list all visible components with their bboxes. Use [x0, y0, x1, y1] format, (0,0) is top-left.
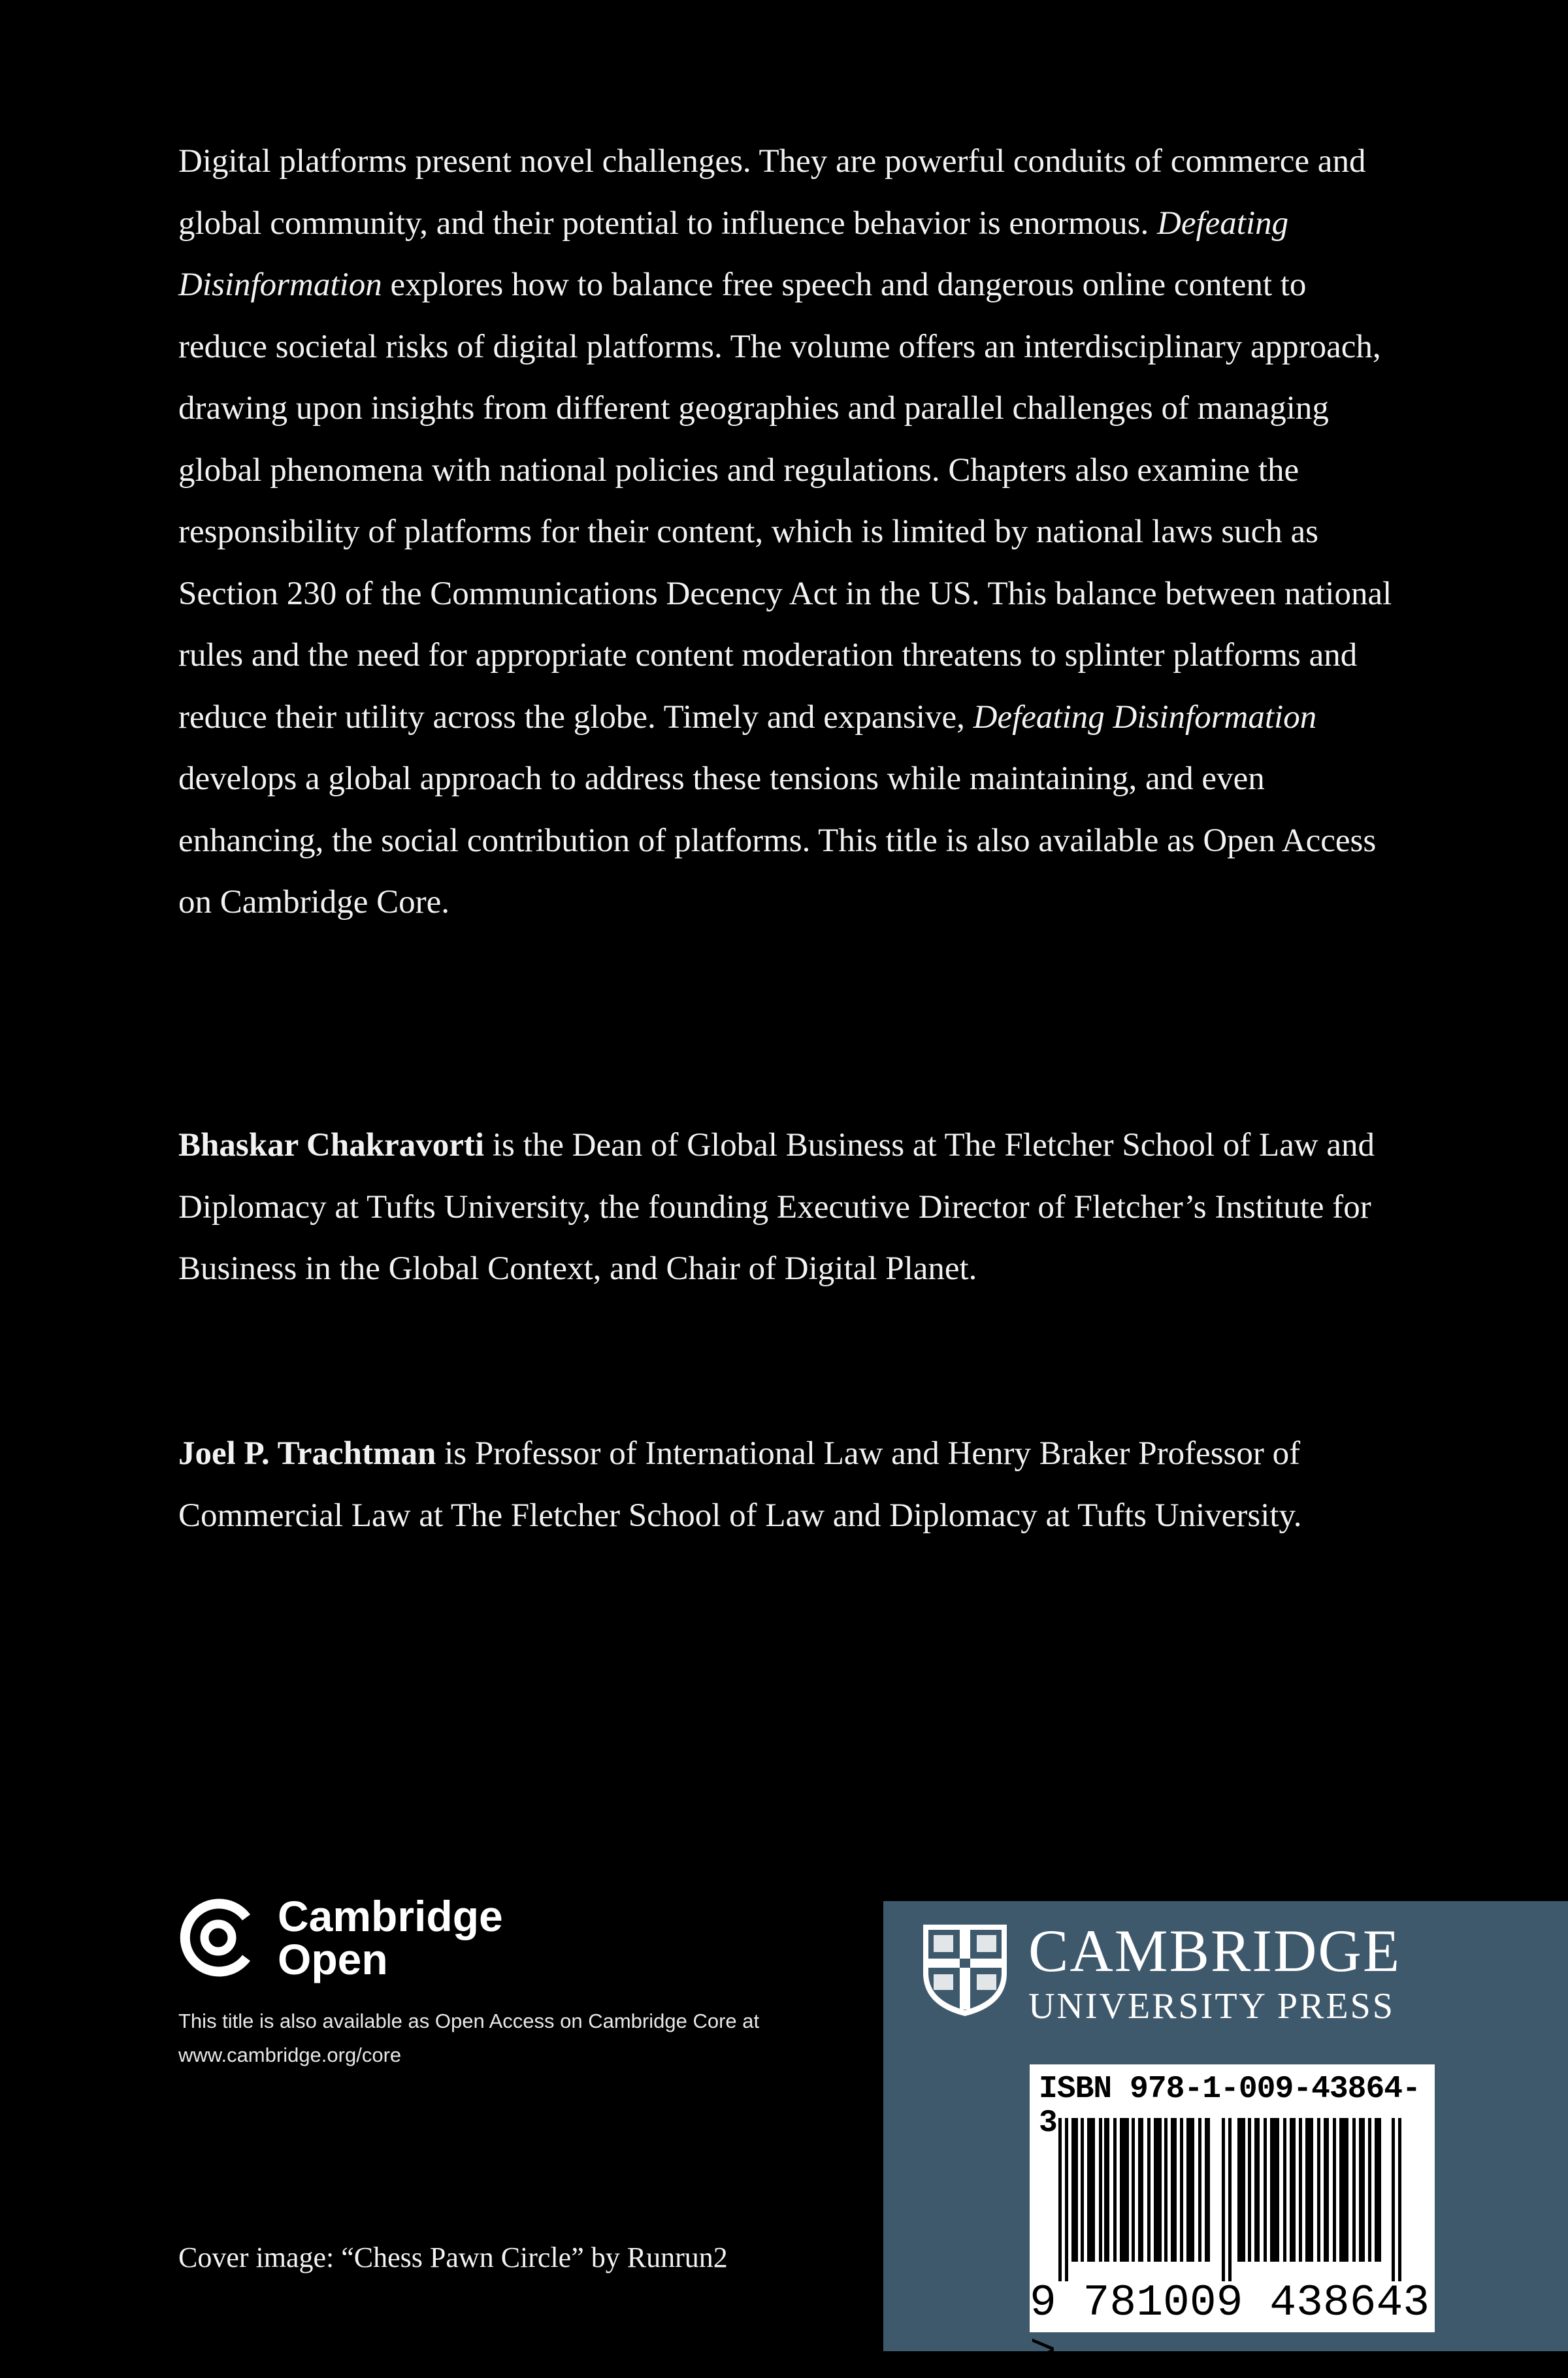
cambridge-open-line1: Cambridge [278, 1892, 503, 1940]
press-name-line1: CAMBRIDGE [1028, 1917, 1401, 1984]
book-blurb [178, 131, 1400, 934]
press-wordmark [1028, 1917, 1401, 2027]
university-crest-icon [919, 1921, 1011, 2019]
barcode-digits: 9 781009 438643 > [1030, 2278, 1430, 2378]
cambridge-open-logo [178, 1892, 503, 1983]
press-name-line2: UNIVERSITY PRESS [1028, 1986, 1395, 2027]
isbn-barcode [1030, 2064, 1435, 2378]
author-bio-text: is the Dean of Global Business at The Fletcher School of Law and Diplomacy at Tufts University, the founding Executive Director of Fletcher’s Institute for Business in the Global Context, and Chair of Digital Planet. [178, 1127, 1375, 1287]
cover-image-credit: Cover image: “Chess Pawn Circle” by Runrun2 [178, 2241, 728, 2273]
blurb-text-2: explores how to balance free speech and dangerous online content to reduce societal risks of digital platforms. The volume offers an interdisciplinary approach, drawing upon insights from different geographies and parallel challenges of managing global phenomena with national policies and regulations. Chapters also examine the responsibility of platforms for their content, which is limited by national laws such as Section 230 of the Communications Decency Act in the US. This balance between national rules and the need for appropriate content moderation threatens to splinter platforms and reduce their utility across the globe. Timely and expansive, [178, 267, 1392, 736]
blurb-title-italic-2: Defeating Disinformation [973, 698, 1317, 736]
cambridge-press-panel [883, 1901, 1568, 2378]
author-name: Joel P. Trachtman [178, 1435, 436, 1472]
author-bio-trachtman [178, 1423, 1400, 1546]
isbn-number: ISBN 978-1-009-43864-3 [1039, 2072, 1420, 2141]
open-access-note: This title is also available as Open Access on Cambridge Core at www.cambridge.org/core [178, 2010, 760, 2066]
author-bio-chakravorti [178, 1115, 1400, 1300]
blurb-text-1: Digital platforms present novel challenges. They are powerful conduits of commerce and global community, and their potential to influence behavior is enormous. [178, 143, 1366, 242]
author-bio-text: is Professor of International Law and Henry Braker Professor of Commercial Law at The Fletcher School of Law and Diplomacy at Tufts University. [178, 1435, 1302, 1534]
barcode-bars-icon [1039, 2118, 1426, 2281]
blurb-text-3: develops a global approach to address these tensions while maintaining, and even enhancing, the social contribution of platforms. This title is also available as Open Access on Cambridge Core. [178, 760, 1377, 920]
author-name: Bhaskar Chakravorti [178, 1127, 485, 1164]
blurb-title-italic-1: Defeating Disinformation [178, 204, 1289, 303]
cambridge-open-line2: Open [278, 1935, 388, 1983]
cambridge-open-logo-icon [178, 1898, 258, 1978]
